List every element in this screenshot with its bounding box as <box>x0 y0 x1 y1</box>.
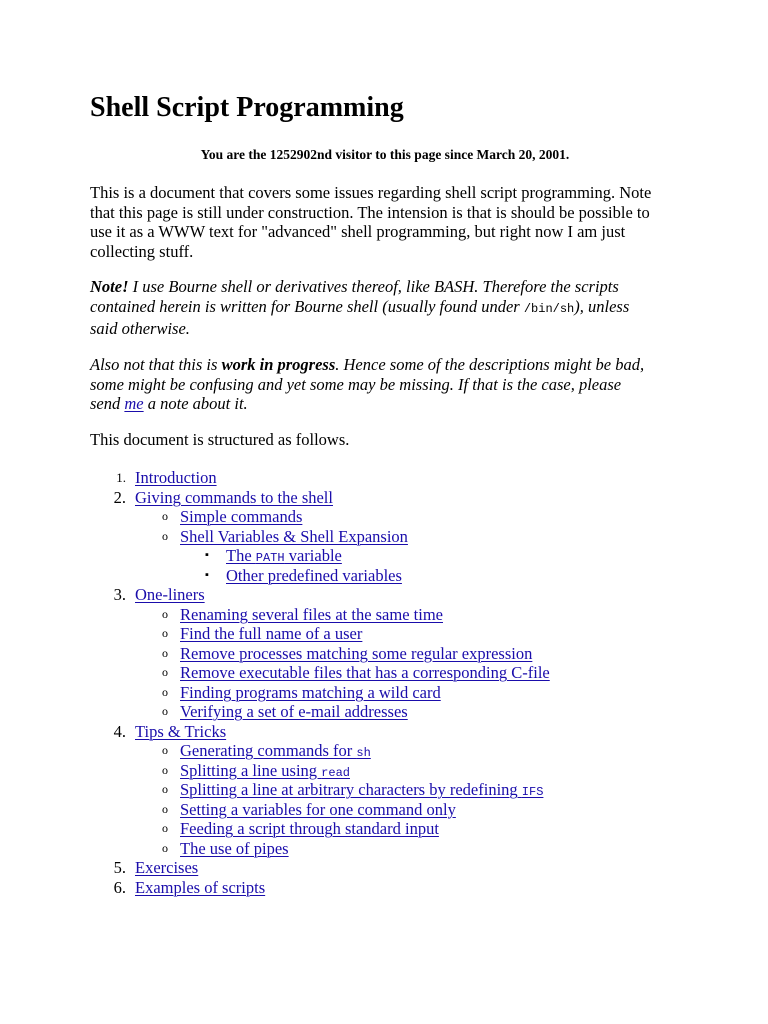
structure-intro: This document is structured as follows. <box>90 430 350 449</box>
sh-code: sh <box>356 746 371 760</box>
toc-subitem <box>90 644 690 664</box>
circle-bullet-icon: o <box>162 606 168 621</box>
toc-subitem <box>90 839 690 859</box>
toc-link-text: Generating commands for <box>180 741 357 760</box>
progress-text: Also not that this is <box>90 355 222 374</box>
note-text: ), unless <box>574 296 630 316</box>
toc-link-finding-programs[interactable]: Finding programs matching a wild card <box>180 682 441 702</box>
toc-link-examples[interactable]: Examples of scripts <box>135 877 266 897</box>
intro-line: collecting stuff. <box>90 241 194 261</box>
toc-link-introduction[interactable]: Introduction <box>135 468 217 487</box>
toc-subitem <box>90 741 690 761</box>
progress-line <box>90 394 680 414</box>
progress-paragraph <box>90 355 680 414</box>
toc-link-text: Splitting a line at arbitrary characters by redefining <box>180 780 522 799</box>
toc-subitem <box>90 605 690 625</box>
circle-bullet-icon: o <box>162 509 168 523</box>
toc-link-text: The <box>226 546 256 565</box>
circle-bullet-icon: o <box>162 801 168 816</box>
progress-line: some might be confusing and yet some may be missing. If that is the case, please <box>90 374 622 394</box>
toc-subitem <box>90 507 690 527</box>
toc-subitem <box>90 683 690 703</box>
toc-subitem <box>90 702 690 722</box>
table-of-contents <box>90 468 690 897</box>
toc-item <box>90 878 690 898</box>
page-title: Shell Script Programming <box>90 92 404 123</box>
note-text: contained herein is written for Bourne shell (usually found under <box>90 296 524 316</box>
toc-item <box>90 858 690 878</box>
circle-bullet-icon: o <box>162 645 168 660</box>
toc-subitem <box>90 780 690 800</box>
list-number: 6. <box>113 877 126 897</box>
toc-link-simple-commands[interactable]: Simple commands <box>180 507 303 526</box>
work-in-progress-emphasis: work in progress <box>221 355 336 374</box>
circle-bullet-icon: o <box>162 762 168 777</box>
list-number: 3. <box>113 585 126 604</box>
intro-line: use it as a WWW text for "advanced" shell programming, but right now I am just <box>90 222 626 241</box>
circle-bullet-icon: o <box>162 528 168 543</box>
toc-item <box>90 722 690 742</box>
circle-bullet-icon: o <box>162 840 168 855</box>
circle-bullet-icon: o <box>162 821 168 835</box>
note-line <box>90 277 680 297</box>
toc-link-remove-executables[interactable]: Remove executable files that has a corresponding C-file <box>180 663 550 682</box>
toc-link-tips-tricks[interactable]: Tips & Tricks <box>135 721 227 741</box>
intro-line: that this page is still under construction. The intension is that is should be possible to <box>90 202 650 222</box>
toc-link-text: variable <box>284 546 342 565</box>
note-line <box>90 297 680 320</box>
toc-link-find-full-name[interactable]: Find the full name of a user <box>180 624 363 643</box>
toc-subitem <box>90 819 690 839</box>
toc-link-setting-variables[interactable]: Setting a variables for one command only <box>180 799 456 819</box>
read-code: read <box>321 765 350 780</box>
toc-link-shell-variables[interactable]: Shell Variables & Shell Expansion <box>180 526 408 546</box>
progress-text: send <box>90 394 125 413</box>
note-text: I use Bourne shell or derivatives thereof, like BASH. Therefore the scripts <box>132 277 619 296</box>
note-line: said otherwise. <box>90 319 190 338</box>
toc-item <box>90 468 690 488</box>
toc-link-verifying-emails[interactable]: Verifying a set of e-mail addresses <box>180 702 408 721</box>
square-bullet-icon: ▪ <box>205 549 209 561</box>
square-bullet-icon: ▪ <box>205 568 209 581</box>
toc-link-giving-commands[interactable]: Giving commands to the shell <box>135 487 333 507</box>
progress-line <box>90 355 680 375</box>
toc-subitem <box>90 663 690 683</box>
list-number: 4. <box>113 721 126 741</box>
contact-me-link[interactable]: me <box>124 394 144 413</box>
note-paragraph <box>90 277 680 339</box>
toc-subitem <box>90 800 690 820</box>
toc-link-renaming-files[interactable]: Renaming several files at the same time <box>180 604 443 624</box>
circle-bullet-icon: o <box>162 743 168 757</box>
note-label: Note! <box>90 277 129 296</box>
toc-link-remove-processes[interactable]: Remove processes matching some regular expression <box>180 643 533 663</box>
toc-link-other-predefined[interactable]: Other predefined variables <box>226 565 402 585</box>
toc-link-exercises[interactable]: Exercises <box>135 858 199 877</box>
toc-link-text: Splitting a line using <box>180 760 322 780</box>
bin-sh-code: /bin/sh <box>523 301 575 316</box>
list-number: 2. <box>113 487 126 507</box>
list-number: 1. <box>116 470 126 485</box>
intro-line: This is a document that covers some issues regarding shell script programming. Note <box>90 183 652 202</box>
toc-link-feeding-script[interactable]: Feeding a script through standard input <box>180 819 439 838</box>
toc-link-use-of-pipes[interactable]: The use of pipes <box>180 838 289 858</box>
circle-bullet-icon: o <box>162 684 168 699</box>
toc-link-one-liners[interactable]: One-liners <box>135 585 205 604</box>
toc-subitem <box>90 527 690 547</box>
toc-item <box>90 585 690 605</box>
toc-subsubitem <box>90 546 690 566</box>
circle-bullet-icon: o <box>162 665 168 679</box>
progress-text: . Hence some of the descriptions might be bad, <box>335 355 645 374</box>
circle-bullet-icon: o <box>162 704 168 718</box>
toc-item <box>90 488 690 508</box>
toc-subitem <box>90 624 690 644</box>
visitor-counter: You are the 1252902nd visitor to this page since March 20, 2001. <box>200 147 570 162</box>
toc-subsubitem <box>90 566 690 586</box>
ifs-code: IFS <box>521 785 544 799</box>
path-code: PATH <box>255 551 285 565</box>
toc-subitem <box>90 761 690 781</box>
list-number: 5. <box>113 858 126 877</box>
circle-bullet-icon: o <box>162 626 168 640</box>
progress-text: a note about it. <box>143 394 248 413</box>
circle-bullet-icon: o <box>162 782 168 796</box>
intro-paragraph <box>90 183 680 261</box>
